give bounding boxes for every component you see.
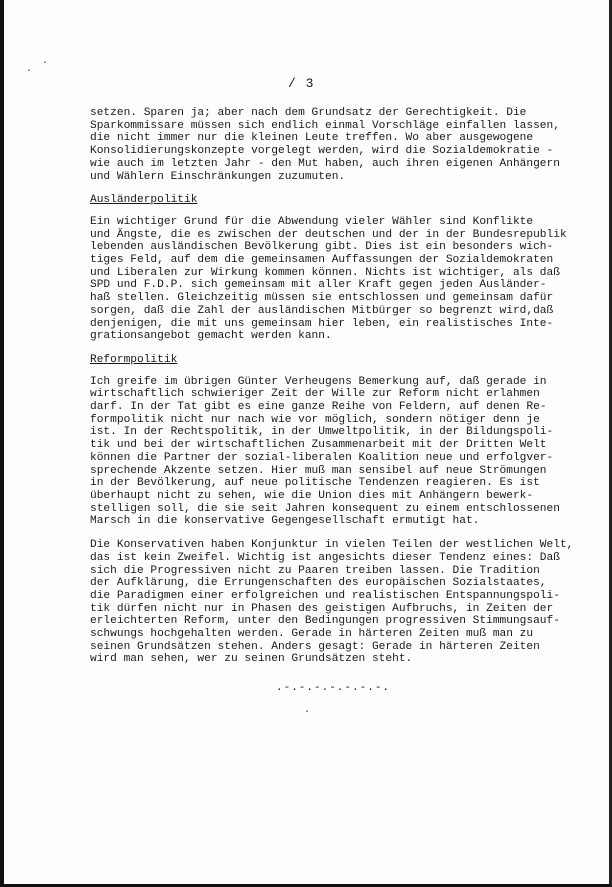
- text-line: schwungs hochgehalten werden. Gerade in härteren Zeiten muß man zu: [90, 628, 534, 641]
- text-line: in der Bevölkerung, auf neue politische Tendenzen reagieren. Es ist: [90, 477, 540, 490]
- scan-speck: ·: [42, 58, 49, 69]
- page-number: / 3: [288, 76, 315, 91]
- text-line: Die Konservativen haben Konjunktur in vielen Teilen der westlichen Welt,: [90, 539, 574, 552]
- text-line: die Paradigmen einer erfolgreichen und realistischen Entspannungspoli-: [90, 589, 560, 602]
- text-line: Marsch in die konservative Gegengesellschaft ermutigt hat.: [90, 515, 480, 528]
- text-line: können die Partner der sozial-liberalen Koalition neue und erfolgver-: [90, 451, 554, 464]
- paragraph-intro: [90, 107, 590, 183]
- text-line: und Wählern Einschränkungen zuzumuten.: [90, 170, 346, 183]
- paragraph-reformpolitik-2: [90, 539, 590, 666]
- text-line: sich die Progressiven nicht zu Paaren treiben lassen. Die Tradition: [90, 564, 540, 577]
- text-line: denjenigen, die mit uns gemeinsam hier leben, ein realistisches Inte-: [90, 317, 554, 330]
- text-line: haß stellen. Gleichzeitig müssen sie entschlossen und gemeinsam dafür: [90, 292, 554, 305]
- paragraph-reformpolitik-1: [90, 376, 590, 528]
- text-line: Ein wichtiger Grund für die Abwendung vieler Wähler sind Konflikte: [90, 215, 534, 228]
- text-line: und Ängste, die es zwischen der deutschen und der in der Bundesrepublik: [90, 228, 567, 241]
- text-line: seinen Grundsätzen stehen. Anders gesagt: Gerade in härteren Zeiten: [90, 640, 540, 653]
- text-line: überhaupt nicht zu sehen, wie die Union dies mit Anhängern bewerk-: [90, 489, 534, 502]
- text-line: und Liberalen zur Wirkung kommen können. Nichts ist wichtiger, als daß: [90, 266, 560, 279]
- text-line: sprechende Akzente setzen. Hier muß man sensibel auf neue Strömungen: [90, 464, 547, 477]
- paragraph-auslaenderpolitik: [90, 216, 590, 343]
- text-line: wie auch im letzten Jahr - den Mut haben, auch ihren eigenen Anhängern: [90, 157, 560, 170]
- text-line: die nicht immer nur die kleinen Leute treffen. Wo aber ausgewogene: [90, 132, 534, 145]
- section-separator: .-.-.-.-.-.-.-.: [276, 682, 391, 694]
- document-body: [90, 107, 590, 666]
- text-line: tik dürfen nicht nur in Phasen des geistigen Aufbruchs, in Zeiten der: [90, 602, 554, 615]
- paragraph-gap: [90, 528, 590, 539]
- text-line: ist. In der Rechtspolitik, in der Umweltpolitik, in der Bildungspoli-: [90, 426, 554, 439]
- text-line: SPD und F.D.P. sich gemeinsam mit aller Kraft gegen jeden Ausländer-: [90, 279, 547, 292]
- text-line: darf. In der Tat gibt es eine ganze Reihe von Feldern, auf denen Re-: [90, 401, 547, 414]
- text-line: Ich greife im übrigen Günter Verheugens Bemerkung auf, daß gerade in: [90, 375, 547, 388]
- section-heading-reformpolitik: Reformpolitik: [90, 353, 178, 366]
- text-line: lebenden ausländischen Bevölkerung gibt. Dies ist ein besonders wich-: [90, 241, 554, 254]
- scan-speck: ·: [304, 707, 311, 718]
- text-line: tiges Feld, auf dem die gemeinsamen Auffassungen der Sozialdemokraten: [90, 254, 554, 267]
- text-line: stelligen soll, die sie seit Jahren konsequent zu einem entschlossenen: [90, 502, 560, 515]
- text-line: wirtschaftlich schwieriger Zeit der Wille zur Reform nicht erlahmen: [90, 388, 540, 401]
- text-line: Konsolidierungskonzepte vorgelegt werden, wird die Sozialdemokratie -: [90, 145, 554, 158]
- scan-speck: ·: [26, 66, 33, 77]
- text-line: das ist kein Zweifel. Wichtig ist angesichts dieser Tendenz eines: Daß: [90, 551, 560, 564]
- text-line: grationsangebot gemacht werden kann.: [90, 330, 332, 343]
- text-line: tik und bei der wirtschaftlichen Zusammenarbeit mit der Dritten Welt: [90, 439, 547, 452]
- text-line: der Aufklärung, die Errungenschaften des europäischen Sozialstaates,: [90, 577, 547, 590]
- text-line: sorgen, daß die Zahl der ausländischen Mitbürger so begrenzt wird,daß: [90, 304, 554, 317]
- text-line: wird man sehen, wer zu seinen Grundsätzen steht.: [90, 653, 413, 666]
- text-line: erleichterten Reform, unter den Bedingungen progressiven Stimmungsauf-: [90, 615, 560, 628]
- text-line: formpolitik nicht nur nach wie vor möglich, sondern nötiger denn je: [90, 413, 540, 426]
- text-line: setzen. Sparen ja; aber nach dem Grundsatz der Gerechtigkeit. Die: [90, 107, 527, 119]
- section-heading-auslaenderpolitik: Ausländerpolitik: [90, 194, 198, 207]
- text-line: Sparkommissare müssen sich endlich einmal Vorschläge einfallen lassen,: [90, 119, 560, 132]
